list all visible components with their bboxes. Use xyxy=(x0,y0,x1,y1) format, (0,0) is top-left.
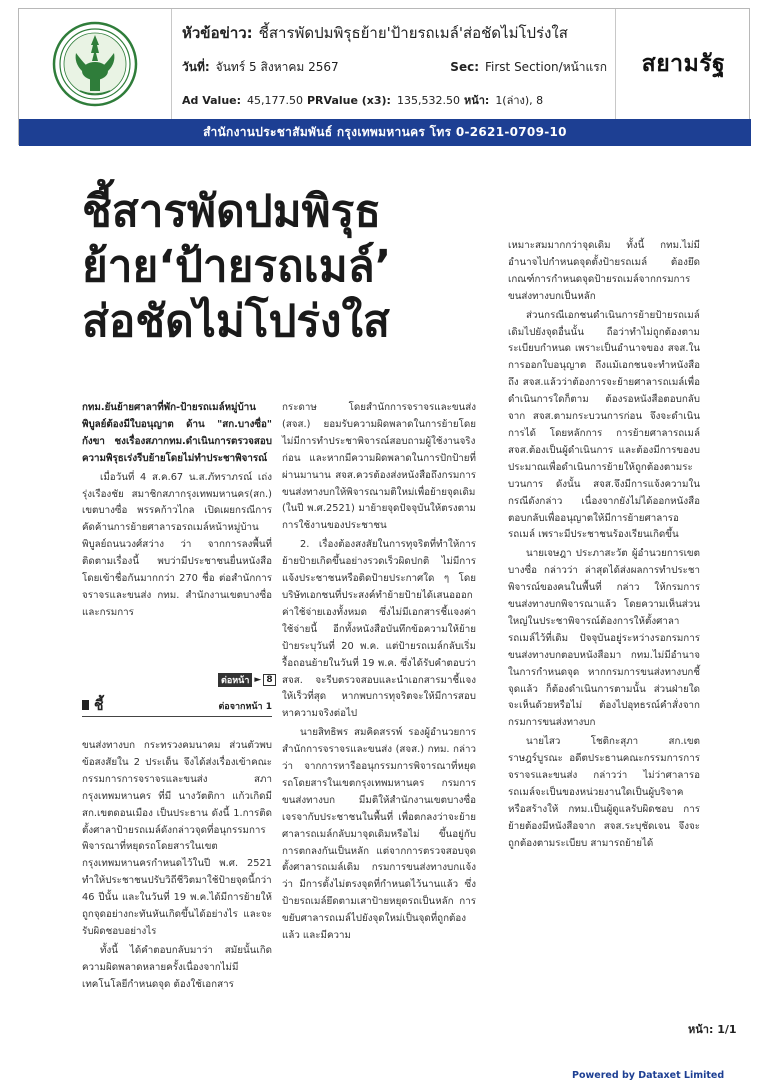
continued-page: 8 xyxy=(263,674,275,686)
article-paragraph: นายเจษฎา ประภาสะวัต ผู้อำนวยการเขตบางซื่อ กล่าวว่า ล่าสุดได้ส่งผลการทำประชาพิจารณ์ของคนในพื้นที่ กล่าว ให้กรมการขนส่งทางบกพิจารณาแล้ว โดยความเห็นส่วนใหญ่ในประชาพิจารณ์ต้องการให้ตั้งศาลารถเมล์ไว้ที่เดิม ปัจจุบันอยู่ระหว่างรอกรมการขนส่งทางบกตอบหนังสือมา กทม.ไม่มีอำนาจในการกำหนดจุด หากกรมการขนส่งทางบกชี้จุดแล้ว ก็ต้องดำเนินการตามนั้น ส่วนฝ่ายใดจะเห็นด้วยหรือไม่ ต้องไปอุทธรณ์คำสั่งจากกรมการขนส่งทางบก xyxy=(508,548,700,729)
news-date: จันทร์ 5 สิงหาคม 2567 xyxy=(215,60,339,74)
date-row xyxy=(182,58,607,77)
article-paragraph: ส่วนกรณีเอกชนดำเนินการย้ายป้ายรถเมล์เดิมไปยังจุดอื่นนั้น ถือว่าทำไม่ถูกต้องตามระเบียบกำหนด เพราะเป็นอำนาจของ สจส.ในการออกใบอนุญาต ถึงแม้เอกชนจะทำหนังสือถึง สจส.แล้วว่าต้องการจะย้ายศาลารถเมล์เพื่อดำเนินการใดก็ตาม ต้องรอหนังสือตอบกลับจาก สจส.ตามกระบวนการก่อน จึงจะดำเนินการได้ โดยหลักการ การย้ายศาลารถเมล์ สจส.ต้องเป็นผู้ดำเนินการ และต้องมีการของบประมาณเพื่อดำเนินการย้ายให้ถูกต้องตามระบวนการ ดังนั้น สจส.จึงมีการแจ้งความในกรณีดังกล่าว เนื่องจากยังไม่ได้ออกหนังสือตอบกลับเพื่ออนุญาตให้มีการย้ายศาลารอรถเมล์ เพราะมีประชาชนร้องเรียนเกิดขึ้น xyxy=(508,309,700,541)
article-column-1-continued xyxy=(82,738,272,996)
headline-line-1: ชี้สารพัดปมพิรุธ xyxy=(82,186,382,237)
news-section: First Section/หน้าแรก xyxy=(485,60,607,74)
logo-area xyxy=(19,9,172,119)
ad-value: 45,177.50 xyxy=(247,94,303,107)
pr-value: 135,532.50 xyxy=(396,94,460,107)
value-row xyxy=(182,91,607,109)
page-value: 1(ล่าง), 8 xyxy=(495,94,544,107)
pr-value-label: PRValue (x3): xyxy=(307,94,391,107)
article-paragraph: กระดาษ โดยสำนักการจราจรและขนส่ง (สจส.) ยอมรับความผิดพลาดในการย้ายโดยไม่มีการทำประชาพิจารณ์สอบถามผู้ใช้งานจริงก่อน และหากมีความผิดพลาดในการปักป้ายที่ผ่านมานาน สจส.ควรต้องส่งหนังสือถึงกรมการขนส่งทางบกให้พิจารณามติใหม่เพื่อย้ายจุดเดิม (ในปี พ.ศ.2521) มาย้ายจุดปัจจุบันให้ตรงตามการใช้งานของประชาชน xyxy=(282,402,476,532)
powered-by: Powered by Dataxet Limited xyxy=(572,1070,725,1081)
article-paragraph: นายไสว โชติกะสุภา สก.เขตราษฎร์บูรณะ อดีตประธานคณะกรรมการการจราจรและขนส่ง กล่าวว่า ไม่ว่าศาลารอรถเมล์จะเป็นของหน่วยงานใดเป็นผู้บริจาคหรือสร้างให้ กทม.เป็นผู้ดูแลรับผิดชอบ การย้ายต้องมีหนังสือจาก สจส.ระบุชัดเจน จึงจะถูกต้องตามระเบียบ สามารถย้ายได้ xyxy=(508,736,700,849)
agency-bar xyxy=(19,119,751,146)
date-label: วันที่: xyxy=(182,60,210,74)
news-title-row xyxy=(182,21,607,45)
page-count-value: 1/1 xyxy=(717,1023,737,1036)
clipping-header xyxy=(18,8,750,145)
section-label: Sec: xyxy=(450,60,479,74)
bangkok-seal-icon xyxy=(52,21,138,107)
newspaper-name: สยามรัฐ xyxy=(641,51,726,77)
article-paragraph: นายสิทธิพร สมคิดสรรพ์ รองผู้อำนวยการสำนักการจราจรและขนส่ง (สจส.) กทม. กล่าวว่า จากการหารืออนุกรรมการพิจารณาที่หยุดรถโดยสารในเขตกรุงเทพมหานคร กรมการขนส่งทางบก มีมติให้สำนักงานเขตบางซื่อเจรจากับประชาชนในพื้นที่ เพื่อตกลงว่าจะย้ายศาลารถเมล์กลับมาจุดเดิมหรือไม่ ขึ้นอยู่กับการตกลงกันเป็นหลัก แต่จากการตรวจสอบจุดตั้งศาลารถเมล์เดิม กรมการขนส่งทางบกแจ้งว่า มีการตั้งไม่ตรงจุดที่กำหนดไว้นานแล้ว ซึ่งป้ายรถเมล์ยึดตามเสาป้ายหยุดรถเป็นหลัก การขยับศาลารถเมล์ไปยังจุดใหม่เป็นจุดที่ถูกต้องแล้ว และมีความ xyxy=(282,727,476,942)
headline-line-3: ส่อชัดไม่โปร่งใส xyxy=(82,296,390,347)
page-count xyxy=(688,1020,737,1038)
clipping-info xyxy=(172,9,615,119)
article-column-1 xyxy=(82,400,272,624)
article-paragraph: 2. เรื่องต้องสงสัยในการทุจริตที่ทำให้การย้ายป้ายเกิดขึ้นอย่างรวดเร็วผิดปกติ ไม่มีการแจ้งประชาชนหรือติดป้ายประกาศใด ๆ โดยบริษัทเอกชนที่ประสงค์ทำย้ายป้ายได้เสนอออกค่าใช้จ่ายเองทั้งหมด ซึ่งไม่มีเอกสารชี้แจงค่าใช้จ่ายนี้ อีกทั้งหนังสือบันทึกข้อความให้ย้ายป้ายระบุวันที่ 20 พ.ค. แต่ป้ายรถเมล์กลับเริ่มรื้อถอนย้ายในวันที่ 19 พ.ค. ซึ่งได้รับคำตอบว่า สจส. จะรีบตรวจสอบและนำเอกสารมาชี้แจงให้เร็วที่สุด หากพบการทุจริตจะให้มีการสอบหาความจริงต่อไป xyxy=(282,539,476,720)
headline-line-2: ย้าย‘ป้ายรถเมล์’ xyxy=(82,241,392,292)
headline xyxy=(82,184,502,349)
continuation-keyword: ชี้ xyxy=(82,695,104,717)
article-paragraph: เมื่อวันที่ 4 ส.ค.67 น.ส.ภัทราภรณ์ เถ่งรุ่งเรืองชัย สมาชิกสภากรุงเทพมหานคร(สก.) เขตบางซื่อ พรรคก้าวไกล เปิดเผยกรณีการคัดค้านการย้ายศาลารอรถเมล์หน้าหมู่บ้านพิบูลย์ถนนวงศ์สว่าง ว่า จากการลงพื้นที่ติดตามเรื่องนี้ พบว่ามีประชาชนยื่นหนังสือโดยเข้าชื่อกันมากกว่า 270 ชื่อ ต่อสำนักการจราจรและขนส่ง กทม. สำนักงานเขตบางซื่อ และกรมการ xyxy=(82,471,272,618)
continuation-header xyxy=(82,695,272,717)
news-title: ชี้สารพัดปมพิรุธย้าย'ป้ายรถเมล์'ส่อชัดไม่โปร่งใส xyxy=(258,24,568,42)
agency-text: สำนักงานประชาสัมพันธ์ กรุงเทพมหานคร โทร 0-2621-0709-10 xyxy=(203,125,567,139)
article-paragraph: เหมาะสมมากกว่าจุดเดิม ทั้งนี้ กทม.ไม่มีอำนาจไปกำหนดจุดตั้งป้ายรถเมล์ ต้องยึดเกณฑ์การกำหนดจุดป้ายรถเมล์จากกรมการขนส่งทางบกเป็นหลัก xyxy=(508,240,700,302)
article-column-3 xyxy=(508,238,700,855)
article-paragraph: ขนส่งทางบก กระทรวงคมนาคม ส่วนตัวพบข้อสงสัยใน 2 ประเด็น จึงได้ส่งเรื่องเข้าคณะกรรมการการจราจรและขนส่ง สภากรุงเทพมหานคร ที่มี นางวัตติกา แก้วเกิดมี สก.เขตดอนเมือง เป็นประธาน ดังนี้ 1.การติดตั้งศาลาป้ายรถเมล์ดังกล่าวจุดที่อนุกรรมการพิจารณาที่หยุดรถโดยสารในเขตกรุงเทพมหานครกำหนดไว้ในปี พ.ศ. 2521 ทำให้ประชาชนปรับวิถีชีวิตมาใช้ป้ายจุดนี้กว่า 46 ปีนั้น และในวันที่ 19 พ.ค.ได้มีการย้ายให้ถูกจุดอย่างกะทันหันเกิดขึ้นได้อย่างไร และจะรับผิดชอบอย่างไร xyxy=(82,740,272,937)
article-lead: กทม.ยันย้ายศาลาที่พัก-ป้ายรถเมล์หมู่บ้านพิบูลย์ต้องมีใบอนุญาต ด้าน "สก.บางซื่อ" กังขา ชงเรื่องสภากทม.ดำเนินการตรวจสอบความพิรุธเร่งรีบย้ายโดยไม่ทำประชาพิจารณ์ xyxy=(82,402,272,464)
continuation-from: ต่อจากหน้า 1 xyxy=(218,701,272,712)
article-column-2 xyxy=(282,400,476,947)
continued-badge xyxy=(218,673,276,687)
ad-value-label: Ad Value: xyxy=(182,94,242,107)
page-label: หน้า: xyxy=(463,94,490,107)
arrow-right-icon: ► xyxy=(254,675,262,685)
continued-label: ต่อหน้า xyxy=(218,673,252,687)
article-paragraph: ทั้งนี้ ได้คำตอบกลับมาว่า สมัยนั้นเกิดความผิดพลาดหลายครั้งเนื่องจากไม่มีเทคโนโลยีกำหนดจุด ต้องใช้เอกสาร xyxy=(82,944,272,990)
newspaper-area xyxy=(615,9,751,119)
page-count-label: หน้า: xyxy=(688,1023,714,1036)
title-label: หัวข้อข่าว: xyxy=(182,24,253,42)
